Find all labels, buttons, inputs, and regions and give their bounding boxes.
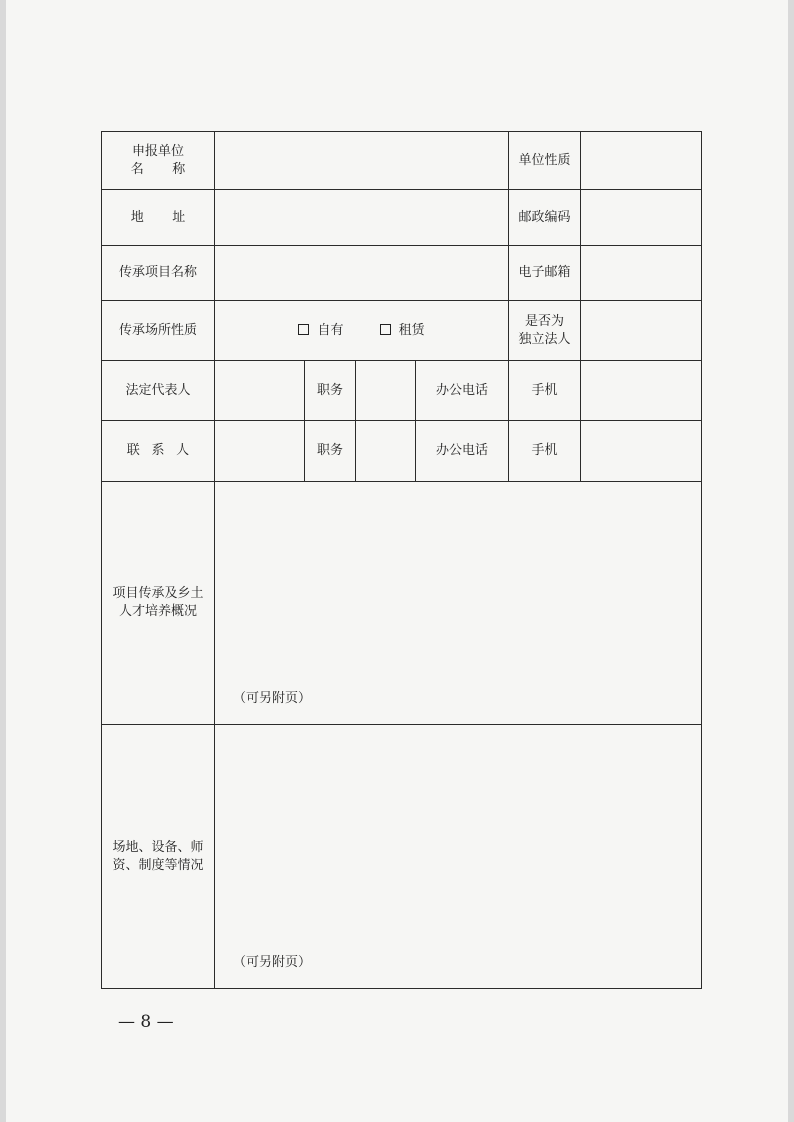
checkbox-leased[interactable] [380,324,391,335]
form-row-venue-nature [102,301,702,361]
label-project-name: 传承项目名称 [102,246,215,301]
page-edge-left [0,0,6,1122]
venue-nature-options [215,301,509,361]
form-row-project-name [102,246,702,301]
option-owned[interactable]: 自有 [298,322,343,340]
unit-nature-field[interactable] [581,132,702,190]
form-row-address [102,190,702,246]
label-contact-job: 职务 [305,421,356,482]
label-applicant-name: 申报单位 名称 [102,132,215,190]
legal-rep-mobile-field[interactable] [581,361,702,421]
label-postal-code: 邮政编码 [509,190,581,246]
contact-job-field[interactable] [356,421,416,482]
label-unit-nature: 单位性质 [509,132,581,190]
facilities-field[interactable] [215,725,702,989]
label-contact: 联系人 [102,421,215,482]
form-row-facilities [102,725,702,989]
application-form-table [101,131,702,989]
label-contact-mobile: 手机 [509,421,581,482]
attachment-note: （可另附页） [233,691,312,707]
label-legal-representative: 法定代表人 [102,361,215,421]
project-overview-field[interactable] [215,482,702,725]
email-field[interactable] [581,246,702,301]
form-row-legal-representative [102,361,702,421]
label-project-overview: 项目传承及乡土人才培养概况 [102,482,215,725]
label-independent-legal-person: 是否为 独立法人 [509,301,581,361]
form-row-project-overview [102,482,702,725]
checkbox-owned[interactable] [298,324,309,335]
project-name-field[interactable] [215,246,509,301]
applicant-name-field[interactable] [215,132,509,190]
independent-legal-person-field[interactable] [581,301,702,361]
contact-field[interactable] [215,421,305,482]
label-facilities: 场地、设备、师资、制度等情况 [102,725,215,989]
label-venue-nature: 传承场所性质 [102,301,215,361]
postal-code-field[interactable] [581,190,702,246]
label-address: 地址 [102,190,215,246]
label-job-title: 职务 [305,361,356,421]
contact-mobile-field[interactable] [581,421,702,482]
page-number: — 8 — [118,1012,174,1032]
address-field[interactable] [215,190,509,246]
label-email: 电子邮箱 [509,246,581,301]
label-contact-office-phone: 办公电话 [416,421,509,482]
form-row-contact [102,421,702,482]
option-leased[interactable]: 租赁 [380,322,425,340]
label-office-phone: 办公电话 [416,361,509,421]
legal-representative-field[interactable] [215,361,305,421]
legal-rep-job-field[interactable] [356,361,416,421]
form-row-applicant-name [102,132,702,190]
page-edge-right [788,0,794,1122]
label-mobile: 手机 [509,361,581,421]
attachment-note: （可另附页） [233,955,312,971]
